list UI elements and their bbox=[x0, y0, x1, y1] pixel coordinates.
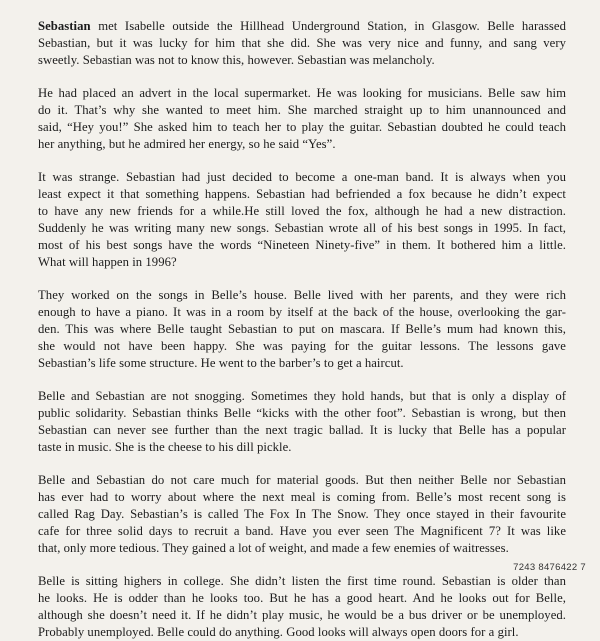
text-line: Belle is sitting highers in college. She didn’t listen the first time round. Sebastian is older than bbox=[38, 574, 566, 589]
text-line: has ever had to worry about where the next meal is coming from. Belle’s most recent song is bbox=[38, 490, 566, 505]
liner-notes-text bbox=[38, 18, 566, 641]
paragraph bbox=[38, 18, 566, 69]
text-line: public solidarity. Sebastian thinks Belle “kicks with the other foot”. Sebastian is wrong, but then bbox=[38, 406, 566, 421]
text-line: cafe for three solid days to recruit a band. Have you ever seen The Magnificent 7? It was like bbox=[38, 524, 566, 539]
text-line: that, only more tedious. They gained a lot of weight, and made a few enemies of waitresses. bbox=[38, 541, 509, 556]
text-line-rest: met Isabelle outside the Hillhead Underground Station, in Glasgow. Belle harassed bbox=[90, 19, 566, 33]
text-line: They worked on the songs in Belle’s house. Belle lived with her parents, and they were rich bbox=[38, 288, 566, 303]
text-line: although she doesn’t need it. If he didn’t play music, he would be a bus driver or be unemployed. bbox=[38, 608, 566, 623]
text-line: said, “Hey you!” She asked him to teach her to play the guitar. Sebastian doubted he could teach bbox=[38, 120, 566, 135]
text-line: least expect it that something happens. Sebastian had befriended a fox because he didn’t expect bbox=[38, 187, 566, 202]
text-line: to have any new friends for a while.He still loved the fox, although he had a new distraction. bbox=[38, 204, 566, 219]
text-line: taste in music. She is the cheese to his dill pickle. bbox=[38, 440, 292, 455]
text-line: What will happen in 1996? bbox=[38, 254, 177, 269]
text-line: most of his best songs have the words “Nineteen Ninety-five” in them. It bothered him a little. bbox=[38, 237, 566, 252]
text-line: Sebastian, but it was lucky for him that she did. She was very nice and funny, and sang very bbox=[38, 35, 566, 50]
text-line: It was strange. Sebastian had just decided to become a one-man band. It is always when you bbox=[38, 170, 566, 185]
text-line: her anything, but he admired her energy, so he said “Yes”. bbox=[38, 136, 336, 151]
text-line: Sebastian can never see further than the next tragic ballad. It is lucky that Belle has a popular bbox=[38, 423, 566, 438]
text-line: Suddenly he was writing many new songs. Sebastian wrote all of his best songs in 1995. In fact, bbox=[38, 221, 566, 236]
paragraph bbox=[38, 573, 566, 641]
text-line: he looks. He is odder than he looks too. But he has a good heart. And he looks out for Belle, bbox=[38, 591, 566, 606]
text-line: called Rag Day. Sebastian’s is called The Fox In The Snow. They once stayed in their favourite bbox=[38, 507, 566, 522]
text-line: Probably unemployed. Belle could do anything. Good looks will always open doors for a girl. bbox=[38, 625, 519, 640]
catalog-number: 7243 8476422 7 bbox=[513, 562, 586, 573]
text-line: He had placed an advert in the local supermarket. He was looking for musicians. Belle saw him bbox=[38, 86, 566, 101]
text-line: Sebastian’s life some structure. He went to the barber’s to get a haircut. bbox=[38, 355, 404, 370]
text-line: Belle and Sebastian are not snogging. Sometimes they hold hands, but that is only a display of bbox=[38, 389, 566, 404]
paragraph bbox=[38, 287, 566, 372]
text-line: do it. That’s why she wanted to meet him. She marched straight up to him unannounced and bbox=[38, 103, 566, 118]
text-line: enough to have a piano. It was in a room by itself at the back of the house, overlooking the gar- bbox=[38, 305, 566, 320]
text-line: sweetly. Sebastian was not to know this, however. Sebastian was melancholy. bbox=[38, 52, 435, 67]
lead-word: Sebastian bbox=[38, 19, 91, 33]
paragraph bbox=[38, 388, 566, 456]
text-line: den. This was where Belle taught Sebastian to put on mascara. If Belle’s mum had known this, bbox=[38, 322, 566, 337]
text-line: Belle and Sebastian do not care much for material goods. But then neither Belle nor Sebastian bbox=[38, 473, 566, 488]
paragraph bbox=[38, 85, 566, 153]
paragraph bbox=[38, 169, 566, 270]
text-line bbox=[38, 18, 566, 35]
paragraph bbox=[38, 472, 566, 557]
text-line: she would not have been happy. She was paying for the guitar lessons. The lessons gave bbox=[38, 339, 566, 353]
